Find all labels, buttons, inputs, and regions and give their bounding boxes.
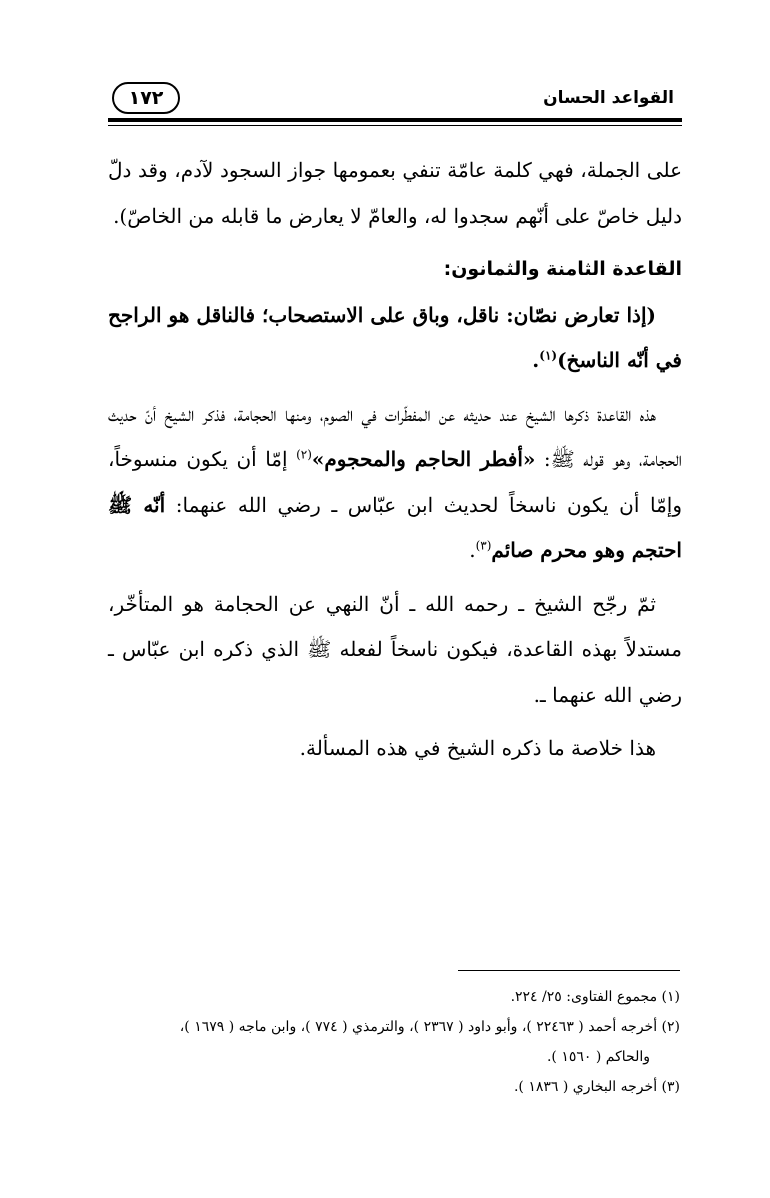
- footnote-ref-1: (١): [539, 348, 558, 363]
- paragraph-3: هذا خلاصة ما ذكره الشيخ في هذه المسألة.: [299, 736, 656, 760]
- page-number: ١٧٢: [112, 82, 180, 114]
- rule-end: .: [532, 348, 540, 372]
- paragraph-1-text-a: هذه القاعدة ذكرها الشيخ عند حديثه عن المفطّرات في الصوم، ومنها الحجامة، فذكر الشيخ أنّ حديث الحجامة، وهو قوله ﷺ:: [108, 401, 682, 471]
- paragraph-1: [108, 392, 682, 574]
- footnotes: [100, 982, 680, 1102]
- header-rule-thin: [108, 125, 682, 126]
- intro-paragraph: على الجملة، فهي كلمة عامّة تنفي بعمومها جواز السجود لآدم، وقد دلّ دليل خاصّ على أنّهم سجدوا له، والعامّ لا يعارض ما قابله من الخاصّ).: [108, 158, 682, 228]
- footnote-1: (١) مجموع الفتاوى: ٢٥/ ٢٢٤.: [510, 989, 680, 1005]
- footnote-2: (٢) أخرجه أحمد ( ٢٢٤٦٣ )، وأبو داود ( ٢٣٦٧ )، والترمذي ( ٧٧٤ )، وابن ماجه ( ١٦٧٩ )،: [179, 1019, 680, 1035]
- paragraph-1-end: .: [469, 538, 476, 562]
- header-rule-thick: [108, 118, 682, 122]
- running-title: القواعد الحسان: [543, 88, 674, 108]
- paragraph-1-text-b: إمّا أن يكون منسوخاً، وإمّا أن يكون ناسخاً لحديث ابن عبّاس ـ رضي الله عنهما:: [108, 447, 683, 517]
- section-heading: القاعدة الثامنة والثمانون:: [443, 258, 682, 280]
- main-text: [108, 148, 682, 772]
- hadith-quote: «أفطر الحاجم والمحجوم»: [311, 447, 536, 471]
- footnote-ref-3: (٣): [475, 538, 492, 553]
- rule-statement: [108, 293, 682, 384]
- hadith-quote-2: أنّه ﷺ احتجم وهو محرم صائم: [108, 492, 682, 562]
- rule-text: (إذا تعارض نصّان: ناقل، وباق على الاستصحاب؛ فالناقل هو الراجح في أنّه الناسخ): [108, 302, 682, 372]
- page-header: [100, 78, 680, 118]
- footnote-ref-2: (٢): [296, 447, 312, 462]
- footnote-3: (٣) أخرجه البخاري ( ١٨٣٦ ).: [513, 1079, 680, 1095]
- paragraph-2: ثمّ رجّح الشيخ ـ رحمه الله ـ أنّ النهي عن الحجامة هو المتأخّر، مستدلاً بهذه القاعدة، فيكون ناسخاً لفعله ﷺ الذي ذكره ابن عبّاس ـ رضي الله عنهما ـ.: [108, 591, 682, 707]
- footnote-2-continued: والحاكم ( ١٥٦٠ ).: [546, 1049, 650, 1065]
- footnote-separator: [458, 970, 680, 971]
